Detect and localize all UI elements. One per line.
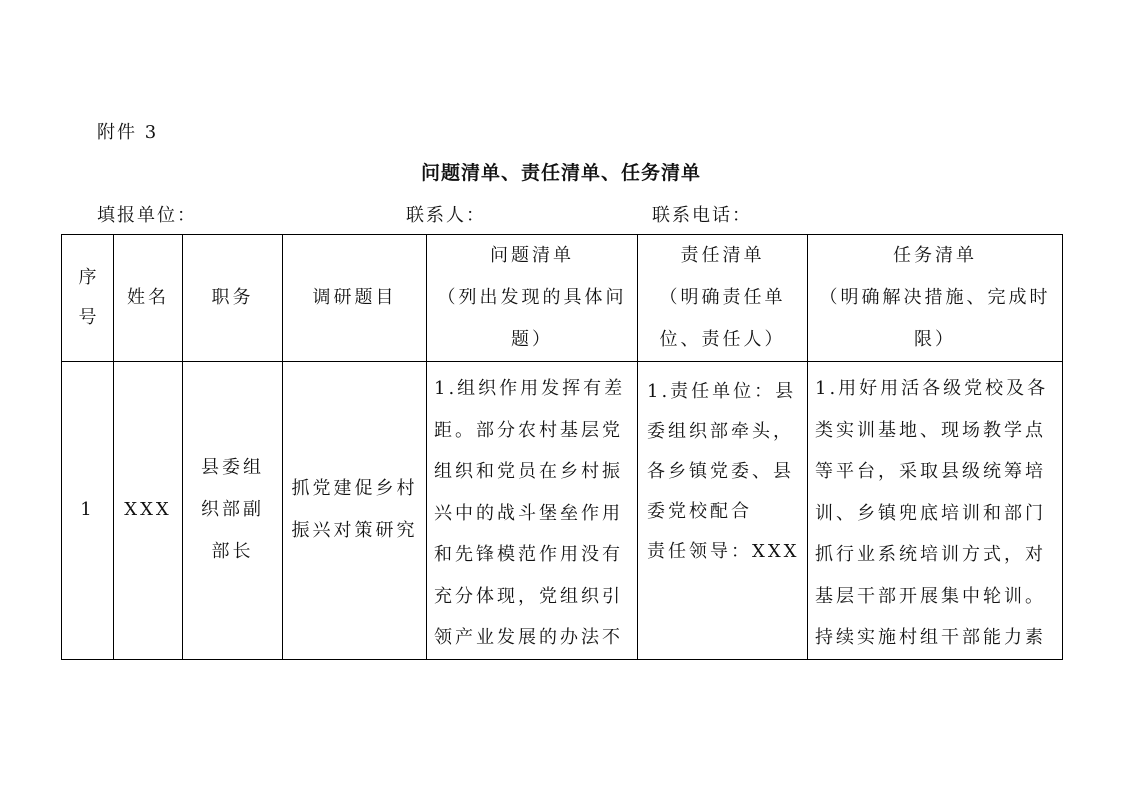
header-seq: [62, 235, 114, 362]
row-position-text: 县委组织部副部长: [201, 457, 264, 563]
header-problems-note: （列出发现的具体问题）: [437, 287, 627, 350]
row-topic: [283, 362, 427, 660]
row-seq: 1: [62, 362, 114, 660]
checklist-table: [61, 234, 1063, 660]
row-responsibility-leader: 责任领导：XXX: [647, 541, 800, 562]
header-seq-text: 序号: [78, 267, 97, 328]
header-responsibility: [638, 235, 808, 362]
header-tasks-note: （明确解决措施、完成时限）: [819, 287, 1051, 350]
header-problems: [427, 235, 638, 362]
row-position: [183, 362, 283, 660]
row-problems: 1.组织作用发挥有差距。部分农村基层党组织和党员在乡村振兴中的战斗堡垒作用和先锋模范作用没有充分体现，党组织引领产业发展的办法不: [427, 362, 638, 660]
row-tasks: 1.用好用活各级党校及各类实训基地、现场教学点等平台，采取县级统筹培训、乡镇兜底培训和部门抓行业系统培训方式，对基层干部开展集中轮训。持续实施村组干部能力素: [808, 362, 1063, 660]
row-responsibility: [638, 362, 808, 660]
header-responsibility-title: 责任清单: [680, 245, 765, 266]
header-topic: 调研题目: [283, 235, 427, 362]
attachment-label: 附件 3: [97, 122, 159, 143]
fill-contact-label: 联系人：: [406, 205, 486, 226]
header-name: 姓名: [114, 235, 183, 362]
row-topic-text: 抓党建促乡村振兴对策研究: [291, 478, 418, 542]
fill-phone-label: 联系电话：: [652, 205, 752, 226]
table-row: [62, 362, 1063, 660]
row-name: XXX: [114, 362, 183, 660]
header-position: 职务: [183, 235, 283, 362]
table-header-row: [62, 235, 1063, 362]
document-title: 问题清单、责任清单、任务清单: [420, 162, 701, 184]
header-tasks: [808, 235, 1063, 362]
row-responsibility-unit: 1.责任单位：县委组织部牵头，各乡镇党委、县委党校配合: [647, 381, 797, 522]
fill-unit-label: 填报单位：: [97, 205, 197, 226]
header-problems-title: 问题清单: [490, 245, 574, 266]
header-responsibility-note: （明确责任单位、责任人）: [659, 287, 786, 350]
header-tasks-title: 任务清单: [893, 245, 977, 266]
